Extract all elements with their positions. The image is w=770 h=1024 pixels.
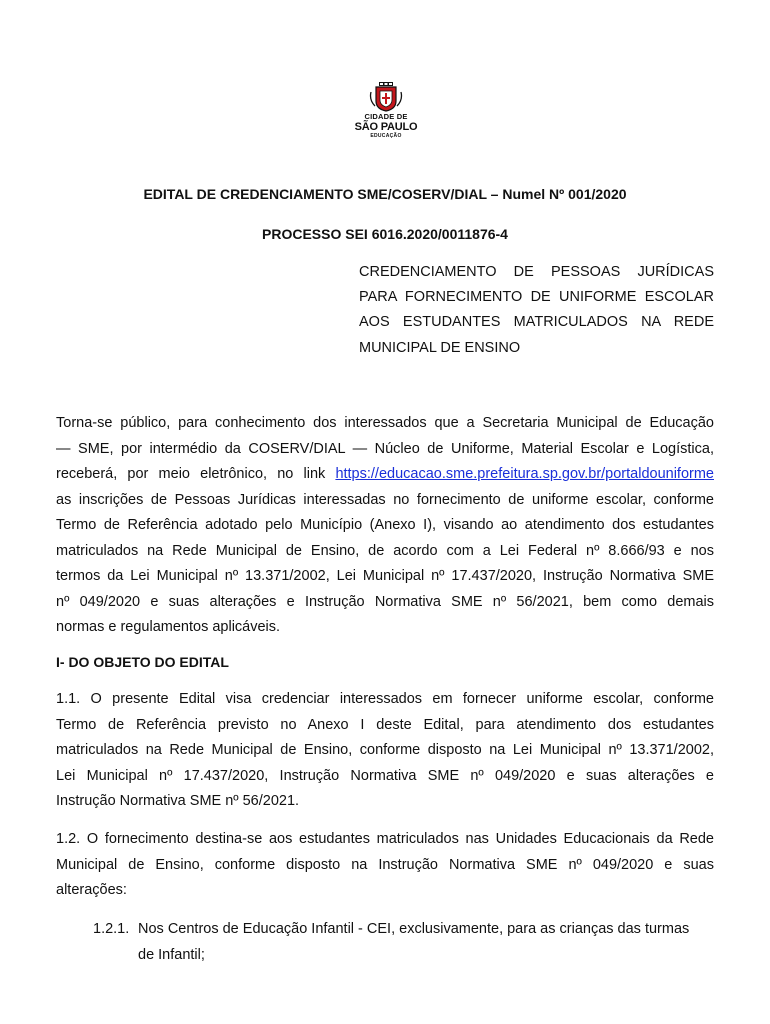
intro-paragraph (56, 411, 714, 641)
paragraph-line: Termo de Referência previsto no Anexo I deste Edital, para atendimento dos estudantes (56, 716, 714, 733)
paragraph-line: Lei Municipal nº 17.437/2020, Instrução Normativa SME nº 049/2020 e suas alterações e (56, 767, 714, 784)
paragraph-line: 1.2. O fornecimento destina-se aos estudantes matriculados nas Unidades Educacionais da Rede (56, 831, 714, 847)
paragraph-line: nº 049/2020 e suas alterações e Instrução Normativa SME nº 56/2021, bem como demais (56, 593, 714, 610)
paragraph-line: alterações: (56, 882, 127, 898)
ementa-line: AOS ESTUDANTES MATRICULADOS NA REDE (359, 314, 714, 331)
ementa-block (359, 260, 714, 361)
paragraph-line: de Infantil; (138, 947, 205, 963)
process-number: PROCESSO SEI 6016.2020/0011876-4 (262, 226, 508, 242)
edital-title: EDITAL DE CREDENCIAMENTO SME/COSERV/DIAL – Numel Nº 001/2020 (143, 186, 627, 202)
logo-text-educacao: EDUCAÇÃO (370, 133, 402, 139)
clause-text (138, 916, 723, 968)
paragraph-line: — SME, por intermédio da COSERV/DIAL — Núcleo de Uniforme, Material Escolar e Logística, (56, 440, 714, 457)
section-heading: I- DO OBJETO DO EDITAL (56, 654, 229, 670)
clause-1-1 (56, 687, 714, 815)
paragraph-line (56, 462, 714, 488)
logo-text-sao-paulo: SÃO PAULO (354, 121, 418, 133)
ementa-line: CREDENCIAMENTO DE PESSOAS JURÍDICAS (359, 264, 714, 280)
paragraph-line: normas e regulamentos aplicáveis. (56, 619, 281, 635)
paragraph-line: Termo de Referência adotado pelo Município (Anexo I), visando ao atendimento dos estudantes (56, 517, 714, 533)
clause-number: 1.2.1. (93, 921, 130, 937)
paragraph-line: termos da Lei Municipal nº 13.371/2002, Lei Municipal nº 17.437/2020, Instrução Normativa SME (56, 568, 714, 584)
paragraph-line: matriculados na Rede Municipal de Ensino, de acordo com a Lei Federal nº 8.666/93 e nos (56, 542, 714, 559)
coat-of-arms-icon (369, 82, 403, 112)
paragraph-line: Nos Centros de Educação Infantil - CEI, exclusivamente, para as crianças das turmas (138, 921, 690, 937)
paragraph-text: receberá, por meio eletrônico, no link (56, 466, 336, 482)
city-logo (346, 82, 426, 139)
ementa-line: PARA FORNECIMENTO DE UNIFORME ESCOLAR (359, 289, 714, 306)
paragraph-line: Torna-se público, para conhecimento dos interessados que a Secretaria Municipal de Educação (56, 415, 714, 431)
logo-text-city: CIDADE DE (364, 112, 408, 121)
paragraph-line: 1.1. O presente Edital visa credenciar interessados em fornecer uniforme escolar, conforme (56, 691, 714, 707)
paragraph-line: matriculados na Rede Municipal de Ensino, conforme disposto na Lei Municipal nº 13.371/2002, (56, 742, 714, 758)
clause-1-2 (56, 827, 714, 904)
paragraph-line: Instrução Normativa SME nº 56/2021. (56, 793, 300, 809)
ementa-line: MUNICIPAL DE ENSINO (359, 339, 521, 356)
portal-link[interactable]: https://educacao.sme.prefeitura.sp.gov.br/portaldouniforme (335, 466, 714, 482)
paragraph-line: as inscrições de Pessoas Jurídicas interessadas no fornecimento de uniforme escolar, conforme (56, 491, 714, 508)
paragraph-line: Municipal de Ensino, conforme disposto na Instrução Normativa SME nº 049/2020 e suas (56, 856, 714, 873)
